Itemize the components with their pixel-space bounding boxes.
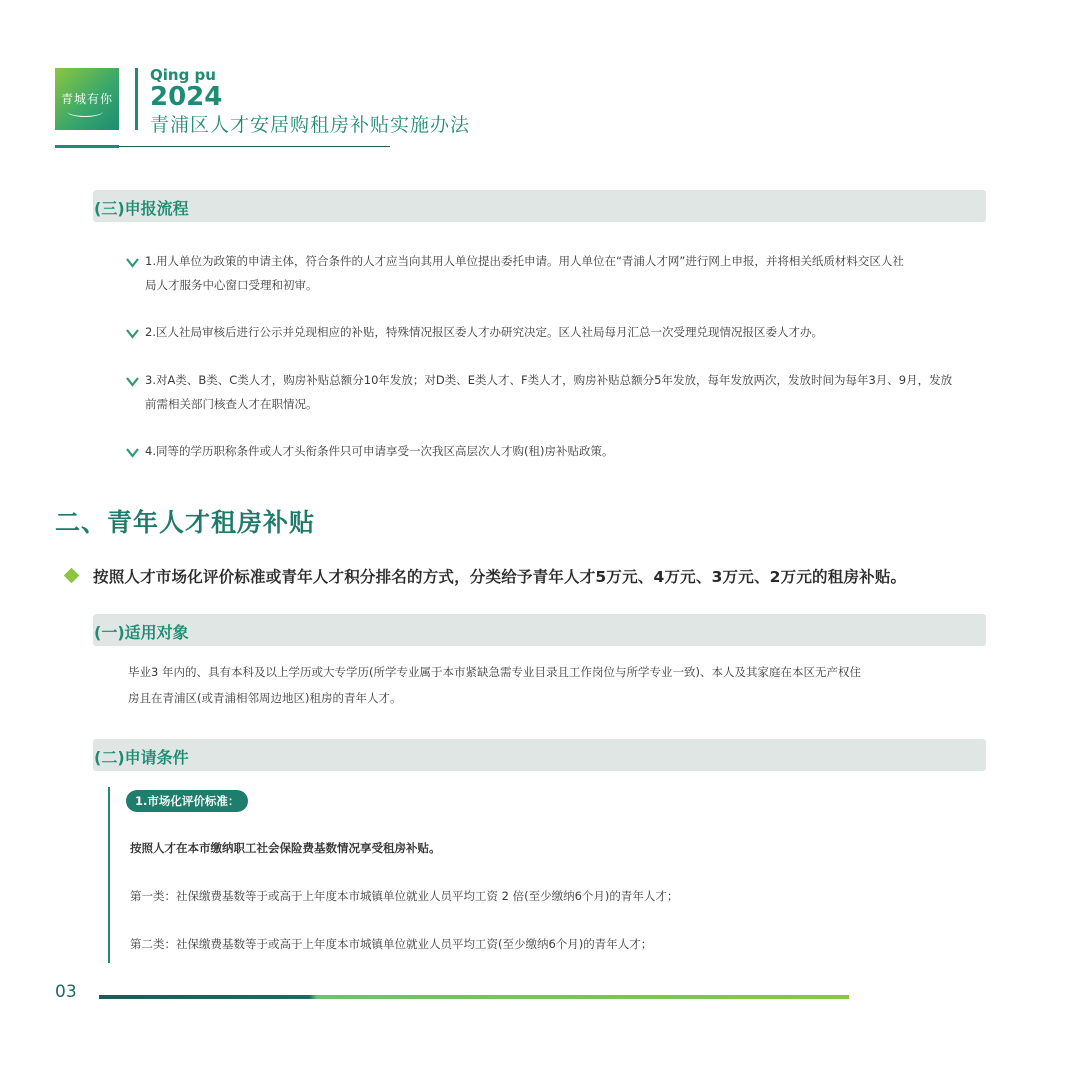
process-item-2-line1: 2.区人社局审核后进行公示并兑现相应的补贴，特殊情况报区委人才办研究决定。区人社局每月汇总一次受理兑现情况报区委人才办。 <box>145 325 823 339</box>
document-title: 青浦区人才安居购租房补贴实施办法 <box>150 114 471 136</box>
chevron-down-icon <box>126 257 140 269</box>
page-number: 03 <box>55 982 77 1002</box>
header-qingpu: Qing pu <box>150 66 216 84</box>
process-item-2 <box>145 320 985 344</box>
process-item-4 <box>145 439 985 463</box>
process-item-3 <box>145 368 985 416</box>
qingcheng-logo <box>55 68 119 130</box>
process-item-3-line1: 3.对A类、B类、C类人才，购房补贴总额分10年发放；对D类、E类人才、F类人才，购房补贴总额分5年发放，每年发放两次，发放时间为每年3月、9月，发放 <box>145 373 953 387</box>
youth-rent-summary: 按照人才市场化评价标准或青年人才积分排名的方式，分类给予青年人才5万元、4万元、3万元、2万元的租房补贴。 <box>93 568 907 586</box>
section-title-scope: (一)适用对象 <box>94 623 189 642</box>
section-bar-process <box>93 190 986 222</box>
logo-swoosh <box>67 106 103 117</box>
chevron-down-icon <box>126 328 140 340</box>
market-evaluation-tag: 1.市场化评价标准： <box>126 790 248 812</box>
section-title-conditions: (二)申请条件 <box>94 748 189 767</box>
header-rule-accent <box>55 145 119 148</box>
chevron-down-icon <box>126 447 140 459</box>
footer-gradient-bar <box>99 995 849 999</box>
condition-class-2: 第二类：社保缴费基数等于或高于上年度本市城镇单位就业人员平均工资(至少缴纳6个月)的青年人才； <box>130 937 653 951</box>
header-divider <box>135 68 138 130</box>
section-bar-conditions <box>93 739 986 771</box>
header-year: 2024 <box>150 82 223 112</box>
diamond-bullet-icon <box>64 568 80 584</box>
process-item-3-line2: 前需相关部门核查人才在职情况。 <box>145 397 318 411</box>
condition-class-1: 第一类：社保缴费基数等于或高于上年度本市城镇单位就业人员平均工资 2 倍(至少缴纳6个月)的青年人才； <box>130 889 679 903</box>
section-heading-youth-rent: 二、青年人才租房补贴 <box>55 508 316 537</box>
conditions-intro: 按照人才在本市缴纳职工社会保险费基数情况享受租房补贴。 <box>130 841 441 855</box>
process-item-1-line1: 1.用人单位为政策的申请主体，符合条件的人才应当向其用人单位提出委托申请。用人单位在“青浦人才网”进行网上申报，并将相关纸质材料交区人社 <box>145 254 904 268</box>
process-item-1 <box>145 249 985 297</box>
scope-line2: 房且在青浦区(或青浦相邻周边地区)租房的青年人才。 <box>128 691 402 705</box>
process-item-4-line1: 4.同等的学历职称条件或人才头衔条件只可申请享受一次我区高层次人才购(租)房补贴政策。 <box>145 444 614 458</box>
conditions-vertical-rule <box>108 787 110 963</box>
scope-line1: 毕业3 年内的、具有本科及以上学历或大专学历(所学专业属于本市紧缺急需专业目录且工作岗位与所学专业一致)、本人及其家庭在本区无产权住 <box>128 665 861 679</box>
section-bar-scope <box>93 614 986 646</box>
chevron-down-icon <box>126 376 140 388</box>
process-item-1-line2: 局人才服务中心窗口受理和初审。 <box>145 278 318 292</box>
scope-paragraph <box>128 659 948 711</box>
logo-text: 青城有你 <box>60 92 113 106</box>
section-title-process: (三)申报流程 <box>94 199 189 218</box>
